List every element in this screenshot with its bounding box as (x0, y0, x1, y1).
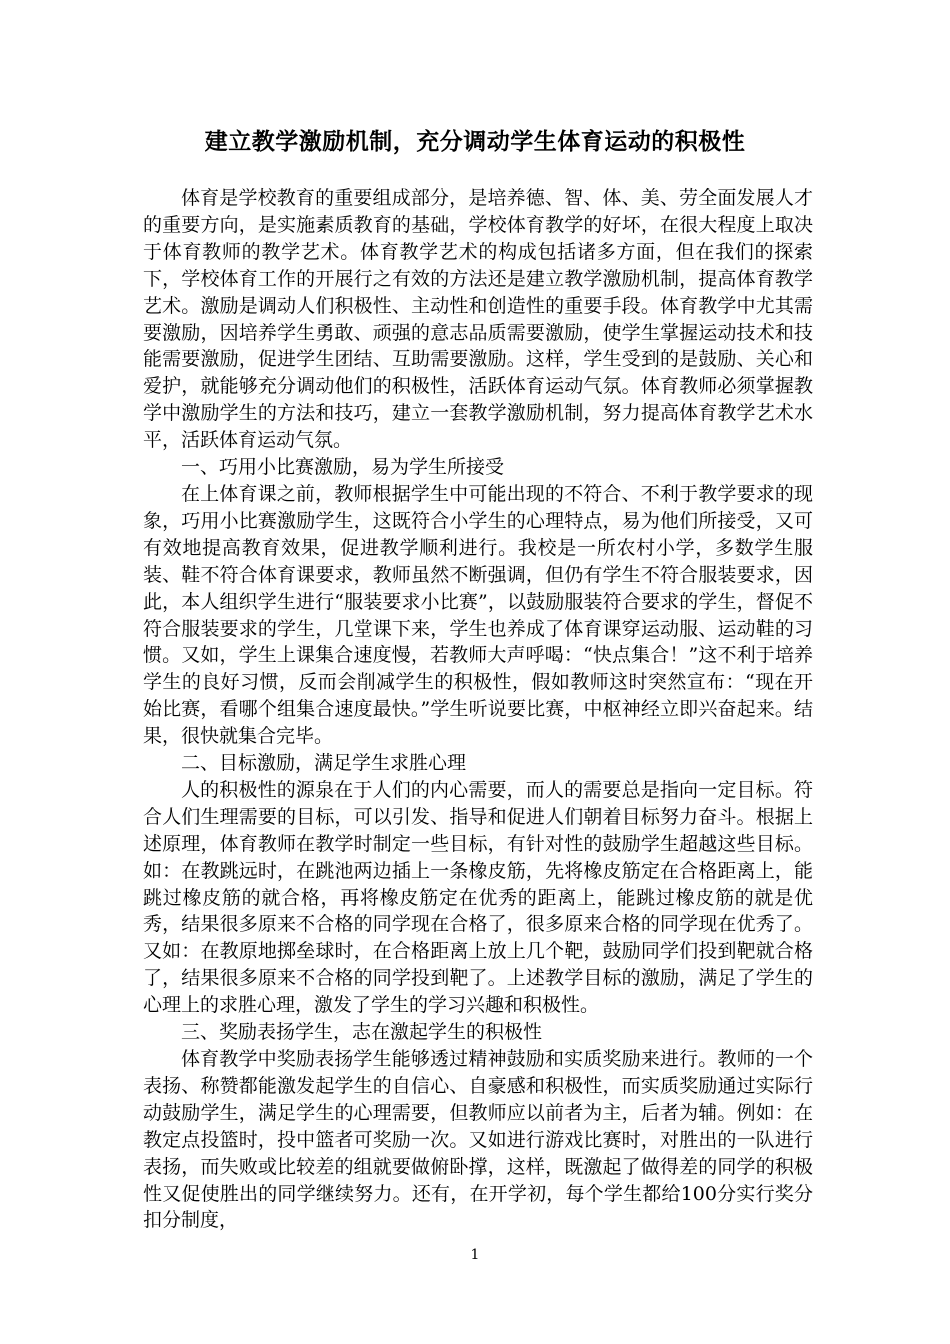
section-2-paragraph: 人的积极性的源泉在于人们的内心需要，而人的需要总是指向一定目标。符合人们生理需要的目标，可以引发、指导和促进人们朝着目标努力奋斗。根据上述原理，体育教师在教学时制定一些目标，有针对性的鼓励学生超越这些目标。如：在教跳远时，在跳池两边插上一条橡皮筋，先将橡皮筋定在合格距离上，能跳过橡皮筋的就合格，再将橡皮筋定在优秀的距离上，能跳过橡皮筋的就是优秀，结果很多原来不合格的同学现在合格了，很多原来合格的同学现在优秀了。又如：在教原地掷垒球时，在合格距离上放上几个靶，鼓励同学们投到靶就合格了，结果很多原来不合格的同学投到靶了。上述教学目标的激励，满足了学生的心理上的求胜心理，激发了学生的学习兴趣和积极性。 (143, 778, 813, 1017)
document-title: 建立教学激励机制，充分调动学生体育运动的积极性 (204, 129, 746, 155)
section-1-paragraph: 在上体育课之前，教师根据学生中可能出现的不符合、不利于教学要求的现象，巧用小比赛激励学生，这既符合小学生的心理特点，易为他们所接受，又可有效地提高教育效果，促进教学顺利进行。我校是一所农村小学，多数学生服装、鞋不符合体育课要求，教师虽然不断强调，但仍有学生不符合服装要求，因此，本人组织学生进行“服装要求小比赛”，以鼓励服装符合要求的学生，督促不符合服装要求的学生，几堂课下来，学生也养成了体育课穿运动服、运动鞋的习惯。又如，学生上课集合速度慢，若教师大声呼喝：“快点集合！”这不利于培养学生的良好习惯，反而会削减学生的积极性，假如教师这时突然宣布：“现在开始比赛，看哪个组集合速度最快。”学生听说要比赛，中枢神经立即兴奋起来。结果，很快就集合完毕。 (143, 482, 813, 748)
section-heading-3: 三、奖励表扬学生，志在激起学生的积极性 (181, 1021, 543, 1044)
section-3-paragraph: 体育教学中奖励表扬学生能够透过精神鼓励和实质奖励来进行。教师的一个表扬、称赞都能激发起学生的自信心、自豪感和积极性，而实质奖励通过实际行动鼓励学生，满足学生的心理需要，但教师应以前者为主，后者为辅。例如：在教定点投篮时，投中篮者可奖励一次。又如进行游戏比赛时，对胜出的一队进行表扬，而失败或比较差的组就要做俯卧撑，这样，既激起了做得差的同学的积极性又促使胜出的同学继续努力。还有，在开学初，每个学生都给100分实行奖分扣分制度， (143, 1048, 813, 1232)
page-number: 1 (470, 1247, 480, 1263)
section-heading-1: 一、巧用小比赛激励，易为学生所接受 (181, 456, 505, 479)
section-heading-2: 二、目标激励，满足学生求胜心理 (181, 752, 467, 775)
document-body (143, 185, 813, 1234)
intro-paragraph: 体育是学校教育的重要组成部分，是培养德、智、体、美、劳全面发展人才的重要方向，是实施素质教育的基础，学校体育教学的好坏，在很大程度上取决于体育教师的教学艺术。体育教学艺术的构成包括诸多方面，但在我们的探索下，学校体育工作的开展行之有效的方法还是建立教学激励机制，提高体育教学艺术。激励是调动人们积极性、主动性和创造性的重要手段。体育教学中尤其需要激励，因培养学生勇敢、顽强的意志品质需要激励，使学生掌握运动技术和技能需要激励，促进学生团结、互助需要激励。这样，学生受到的是鼓励、关心和爱护，就能够充分调动他们的积极性，活跃体育运动气氛。体育教师必须掌握教学中激励学生的方法和技巧，建立一套教学激励机制，努力提高体育教学艺术水平，活跃体育运动气氛。 (143, 187, 813, 452)
